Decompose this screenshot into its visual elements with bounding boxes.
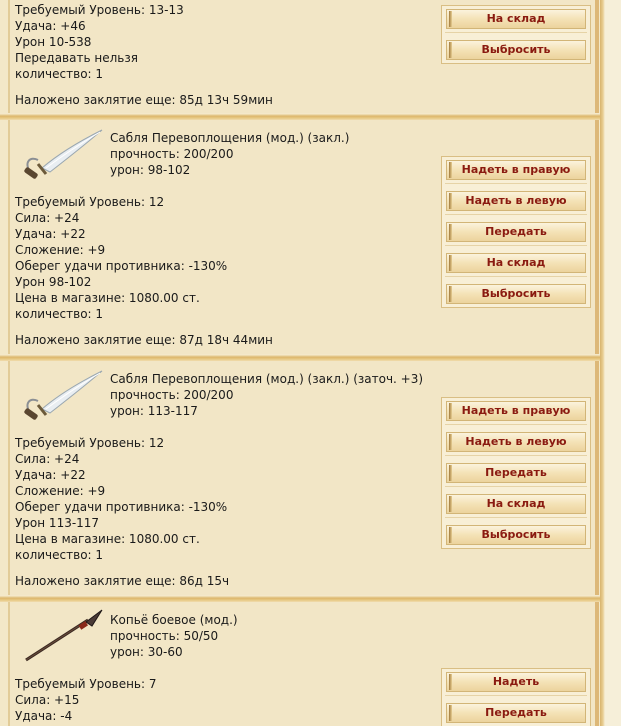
inventory-item (8, 120, 599, 354)
item-durability: прочность: 200/200 (110, 147, 234, 161)
saber-icon (16, 124, 108, 184)
stat-line: Требуемый Уровень: 7 (15, 677, 157, 691)
stat-line: Урон 98-102 (15, 275, 92, 289)
stat-line: Сила: +15 (15, 693, 80, 707)
discard-button[interactable]: Выбросить (446, 284, 586, 304)
item-title[interactable]: Сабля Перевоплощения (мод.) (закл.) (заточ. +3) (110, 372, 424, 386)
equip-left-button[interactable]: Надеть в левую (446, 432, 586, 452)
item-damage: урон: 98-102 (110, 163, 191, 177)
item-title[interactable]: Сабля Перевоплощения (мод.) (закл.) (110, 131, 350, 145)
stat-line: Требуемый Уровень: 12 (15, 195, 165, 209)
item-durability: прочность: 50/50 (110, 629, 219, 643)
equip-right-button[interactable]: Надеть в правую (446, 160, 586, 180)
discard-button[interactable]: Выбросить (446, 525, 586, 545)
action-buttons (441, 397, 591, 549)
stat-line: Удача: +22 (15, 227, 86, 241)
enchant-line: Наложено заклятие еще: 86д 15ч (15, 574, 230, 588)
stat-line: Урон 113-117 (15, 516, 100, 530)
stat-line: Требуемый Уровень: 13-13 (15, 3, 184, 17)
stat-line: количество: 1 (15, 67, 104, 81)
stat-line: Оберег удачи противника: -130% (15, 500, 228, 514)
stat-line: Цена в магазине: 1080.00 ст. (15, 532, 200, 546)
transfer-button[interactable]: Передать (446, 703, 586, 723)
stat-line: Сложение: +9 (15, 484, 106, 498)
stat-line: количество: 1 (15, 307, 104, 321)
saber-icon (16, 365, 108, 425)
transfer-button[interactable]: Передать (446, 222, 586, 242)
item-separator (0, 595, 600, 602)
item-separator (0, 354, 600, 361)
equip-left-button[interactable]: Надеть в левую (446, 191, 586, 211)
inventory-item (8, 602, 599, 726)
stat-line: Удача: +22 (15, 468, 86, 482)
transfer-button[interactable]: Передать (446, 463, 586, 483)
inventory-item (8, 0, 599, 113)
enchant-line: Наложено заклятие еще: 85д 13ч 59мин (15, 93, 273, 107)
discard-button[interactable]: Выбросить (446, 40, 586, 60)
to-storage-button[interactable]: На склад (446, 494, 586, 514)
item-title[interactable]: Копьё боевое (мод.) (110, 613, 238, 627)
stat-line: Урон 10-538 (15, 35, 92, 49)
to-storage-button[interactable]: На склад (446, 9, 586, 29)
enchant-line: Наложено заклятие еще: 87д 18ч 44мин (15, 333, 273, 347)
item-damage: урон: 30-60 (110, 645, 183, 659)
right-border (600, 0, 621, 726)
stat-line: Требуемый Уровень: 12 (15, 436, 165, 450)
item-durability: прочность: 200/200 (110, 388, 234, 402)
action-buttons (441, 668, 591, 726)
stat-line: Передавать нельзя (15, 51, 138, 65)
stat-line: количество: 1 (15, 548, 104, 562)
stat-line: Цена в магазине: 1080.00 ст. (15, 291, 200, 305)
item-separator (0, 113, 600, 120)
stat-line: Сила: +24 (15, 452, 80, 466)
equip-button[interactable]: Надеть (446, 672, 586, 692)
to-storage-button[interactable]: На склад (446, 253, 586, 273)
equip-right-button[interactable]: Надеть в правую (446, 401, 586, 421)
item-damage: урон: 113-117 (110, 404, 198, 418)
stat-line: Сила: +24 (15, 211, 80, 225)
stat-line: Оберег удачи противника: -130% (15, 259, 228, 273)
action-buttons (441, 156, 591, 308)
action-buttons (441, 5, 591, 64)
stat-line: Удача: -4 (15, 709, 73, 723)
stat-line: Сложение: +9 (15, 243, 106, 257)
spear-icon (16, 606, 108, 666)
stat-line: Удача: +46 (15, 19, 86, 33)
inventory-item (8, 361, 599, 595)
